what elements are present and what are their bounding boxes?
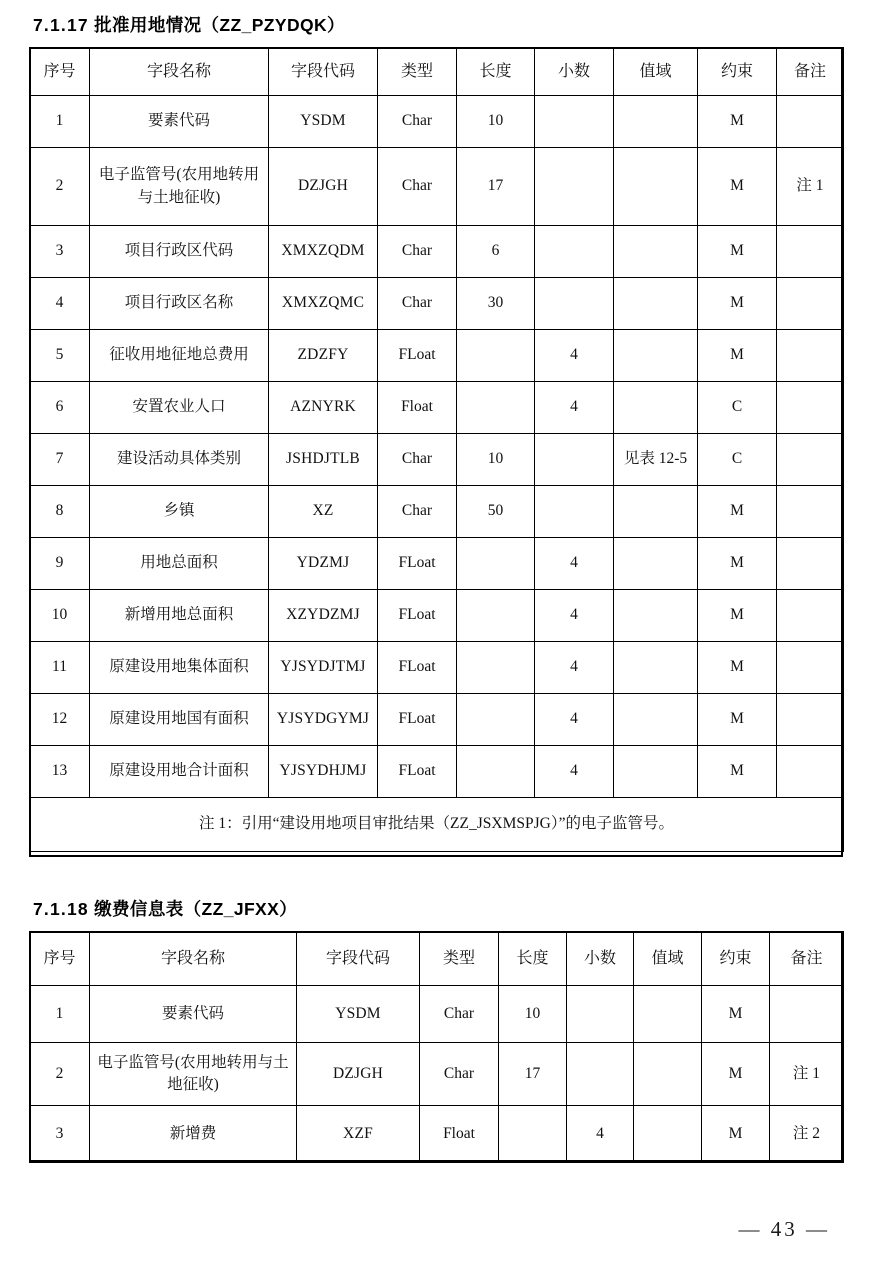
cell-domain [634, 1106, 702, 1163]
cell-seq: 11 [30, 642, 90, 694]
table-row [30, 434, 844, 486]
table-row [30, 96, 844, 148]
cell-length: 10 [457, 434, 535, 486]
th-remark: 备注 [777, 48, 844, 96]
cell-remark: 注 1 [777, 148, 844, 226]
cell-type: Float [378, 382, 457, 434]
cell-constraint: M [698, 486, 777, 538]
cell-constraint: M [698, 278, 777, 330]
cell-length [457, 330, 535, 382]
cell-constraint: M [698, 226, 777, 278]
cell-field-code: YJSYDHJMJ [269, 746, 378, 798]
cell-constraint: M [702, 1106, 770, 1163]
cell-length [457, 382, 535, 434]
cell-length [457, 746, 535, 798]
cell-field-name: 要素代码 [90, 96, 269, 148]
cell-domain [614, 538, 698, 590]
page-number: — 43 — [738, 1217, 830, 1241]
th-decimal: 小数 [567, 932, 634, 986]
cell-remark [777, 96, 844, 148]
cell-domain [614, 382, 698, 434]
cell-seq: 8 [30, 486, 90, 538]
cell-seq: 13 [30, 746, 90, 798]
cell-field-code: XMXZQMC [269, 278, 378, 330]
cell-field-name: 电子监管号(农用地转用与土地征收) [90, 148, 269, 226]
cell-decimal: 4 [535, 746, 614, 798]
cell-constraint: M [698, 590, 777, 642]
cell-domain [614, 642, 698, 694]
cell-decimal [535, 278, 614, 330]
cell-constraint: M [698, 694, 777, 746]
cell-remark [777, 538, 844, 590]
table-row [30, 590, 844, 642]
cell-field-name: 建设活动具体类别 [90, 434, 269, 486]
cell-type: Char [378, 434, 457, 486]
th-domain: 值域 [614, 48, 698, 96]
cell-decimal [567, 1043, 634, 1106]
cell-length [457, 590, 535, 642]
cell-seq: 1 [30, 96, 90, 148]
cell-decimal [535, 434, 614, 486]
section-heading-7-1-18 [33, 896, 297, 921]
cell-decimal: 4 [535, 382, 614, 434]
th-field-name: 字段名称 [90, 48, 269, 96]
section-number: 7.1.17 [33, 15, 89, 35]
table-row [30, 1043, 844, 1106]
cell-field-code: YSDM [297, 986, 420, 1043]
cell-remark [777, 278, 844, 330]
th-domain: 值域 [634, 932, 702, 986]
cell-remark: 注 2 [770, 1106, 844, 1163]
cell-type: FLoat [378, 694, 457, 746]
table-row [30, 1106, 844, 1163]
cell-field-name: 项目行政区代码 [90, 226, 269, 278]
cell-field-code: YDZMJ [269, 538, 378, 590]
cell-constraint: M [698, 148, 777, 226]
cell-remark [777, 330, 844, 382]
cell-remark [777, 382, 844, 434]
cell-seq: 1 [30, 986, 90, 1043]
section-number: 7.1.18 [33, 899, 89, 919]
section-heading-text: 批准用地情况（ZZ_PZYDQK） [94, 15, 345, 35]
cell-field-code: DZJGH [297, 1043, 420, 1106]
cell-field-code: YJSYDGYMJ [269, 694, 378, 746]
field-spec-table-pzydqk [29, 47, 844, 852]
cell-field-code: AZNYRK [269, 382, 378, 434]
cell-type: Char [378, 148, 457, 226]
cell-seq: 2 [30, 148, 90, 226]
table-row [30, 642, 844, 694]
cell-seq: 7 [30, 434, 90, 486]
cell-decimal: 4 [567, 1106, 634, 1163]
cell-field-name: 项目行政区名称 [90, 278, 269, 330]
cell-type: Char [378, 486, 457, 538]
cell-seq: 10 [30, 590, 90, 642]
cell-length [499, 1106, 567, 1163]
cell-field-code: XMXZQDM [269, 226, 378, 278]
cell-domain [634, 986, 702, 1043]
cell-field-name: 原建设用地国有面积 [90, 694, 269, 746]
th-constraint: 约束 [698, 48, 777, 96]
cell-type: FLoat [378, 590, 457, 642]
cell-length [457, 694, 535, 746]
th-length: 长度 [457, 48, 535, 96]
cell-field-code: XZ [269, 486, 378, 538]
cell-length: 6 [457, 226, 535, 278]
th-field-name: 字段名称 [90, 932, 297, 986]
cell-remark [777, 486, 844, 538]
cell-constraint: C [698, 434, 777, 486]
cell-seq: 12 [30, 694, 90, 746]
cell-field-code: DZJGH [269, 148, 378, 226]
cell-length [457, 538, 535, 590]
th-decimal: 小数 [535, 48, 614, 96]
table-row [30, 694, 844, 746]
cell-type: Char [420, 986, 499, 1043]
cell-type: Char [420, 1043, 499, 1106]
th-field-code: 字段代码 [297, 932, 420, 986]
cell-length: 10 [457, 96, 535, 148]
field-spec-table-jfxx [29, 931, 844, 1163]
th-constraint: 约束 [702, 932, 770, 986]
cell-field-name: 用地总面积 [90, 538, 269, 590]
table-footnote-row [30, 798, 844, 852]
cell-seq: 3 [30, 1106, 90, 1163]
th-field-code: 字段代码 [269, 48, 378, 96]
cell-field-name: 电子监管号(农用地转用与土地征收) [90, 1043, 297, 1106]
cell-remark [770, 986, 844, 1043]
th-remark: 备注 [770, 932, 844, 986]
cell-field-name: 征收用地征地总费用 [90, 330, 269, 382]
table-row [30, 330, 844, 382]
cell-field-name: 原建设用地合计面积 [90, 746, 269, 798]
cell-remark: 注 1 [770, 1043, 844, 1106]
cell-constraint: M [702, 986, 770, 1043]
cell-decimal [535, 226, 614, 278]
cell-domain [614, 746, 698, 798]
table-header-row [30, 932, 844, 986]
cell-field-name: 新增用地总面积 [90, 590, 269, 642]
table-footnote: 注 1：引用“建设用地项目审批结果（ZZ_JSXMSPJG）”的电子监管号。 [30, 798, 844, 852]
cell-type: FLoat [378, 538, 457, 590]
th-type: 类型 [420, 932, 499, 986]
cell-remark [777, 590, 844, 642]
cell-field-name: 安置农业人口 [90, 382, 269, 434]
cell-domain: 见表 12-5 [614, 434, 698, 486]
table-row [30, 148, 844, 226]
cell-seq: 6 [30, 382, 90, 434]
cell-remark [777, 226, 844, 278]
table-row [30, 538, 844, 590]
cell-field-name: 新增费 [90, 1106, 297, 1163]
cell-field-code: JSHDJTLB [269, 434, 378, 486]
cell-decimal [535, 486, 614, 538]
th-seq: 序号 [30, 48, 90, 96]
cell-remark [777, 434, 844, 486]
cell-field-name: 原建设用地集体面积 [90, 642, 269, 694]
cell-constraint: C [698, 382, 777, 434]
cell-length: 17 [457, 148, 535, 226]
cell-field-code: XZYDZMJ [269, 590, 378, 642]
cell-remark [777, 694, 844, 746]
cell-domain [614, 694, 698, 746]
cell-length: 50 [457, 486, 535, 538]
cell-seq: 3 [30, 226, 90, 278]
cell-domain [634, 1043, 702, 1106]
cell-field-name: 乡镇 [90, 486, 269, 538]
cell-constraint: M [702, 1043, 770, 1106]
cell-constraint: M [698, 330, 777, 382]
cell-length: 10 [499, 986, 567, 1043]
cell-decimal: 4 [535, 330, 614, 382]
cell-domain [614, 96, 698, 148]
th-type: 类型 [378, 48, 457, 96]
cell-decimal [535, 96, 614, 148]
table-header-row [30, 48, 844, 96]
section-heading-text: 缴费信息表（ZZ_JFXX） [94, 899, 298, 919]
cell-length: 17 [499, 1043, 567, 1106]
cell-domain [614, 148, 698, 226]
cell-decimal: 4 [535, 694, 614, 746]
cell-decimal: 4 [535, 538, 614, 590]
cell-length: 30 [457, 278, 535, 330]
th-length: 长度 [499, 932, 567, 986]
cell-domain [614, 226, 698, 278]
cell-constraint: M [698, 642, 777, 694]
cell-field-code: XZF [297, 1106, 420, 1163]
table-row [30, 226, 844, 278]
cell-field-code: ZDZFY [269, 330, 378, 382]
cell-domain [614, 278, 698, 330]
cell-type: FLoat [378, 746, 457, 798]
cell-length [457, 642, 535, 694]
cell-field-code: YSDM [269, 96, 378, 148]
cell-seq: 5 [30, 330, 90, 382]
cell-constraint: M [698, 746, 777, 798]
cell-seq: 2 [30, 1043, 90, 1106]
cell-type: Char [378, 96, 457, 148]
cell-domain [614, 486, 698, 538]
cell-decimal: 4 [535, 590, 614, 642]
cell-remark [777, 746, 844, 798]
cell-type: Float [420, 1106, 499, 1163]
cell-domain [614, 330, 698, 382]
cell-seq: 9 [30, 538, 90, 590]
cell-field-code: YJSYDJTMJ [269, 642, 378, 694]
cell-remark [777, 642, 844, 694]
table-row [30, 986, 844, 1043]
cell-type: FLoat [378, 642, 457, 694]
cell-decimal: 4 [535, 642, 614, 694]
cell-type: Char [378, 226, 457, 278]
th-seq: 序号 [30, 932, 90, 986]
cell-constraint: M [698, 538, 777, 590]
section-heading-7-1-17 [33, 12, 345, 37]
cell-decimal [535, 148, 614, 226]
cell-type: FLoat [378, 330, 457, 382]
table-row [30, 278, 844, 330]
cell-seq: 4 [30, 278, 90, 330]
cell-field-name: 要素代码 [90, 986, 297, 1043]
cell-type: Char [378, 278, 457, 330]
cell-domain [614, 590, 698, 642]
table-row [30, 486, 844, 538]
table-row [30, 382, 844, 434]
cell-decimal [567, 986, 634, 1043]
table-row [30, 746, 844, 798]
cell-constraint: M [698, 96, 777, 148]
